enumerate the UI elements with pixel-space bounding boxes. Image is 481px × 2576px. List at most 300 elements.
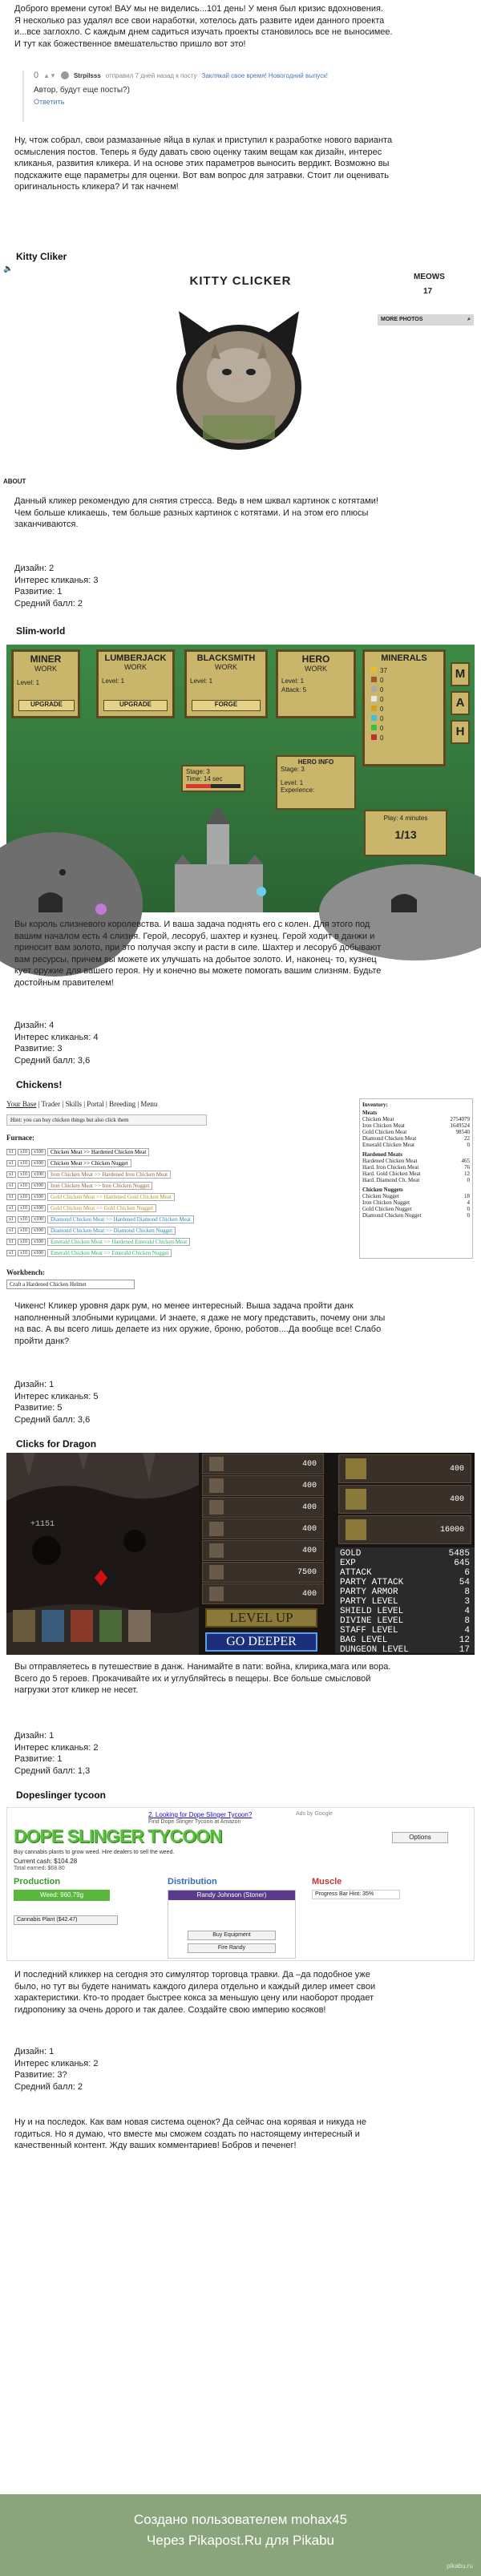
- stat-value: 17: [459, 1645, 470, 1655]
- card-name: LUMBERJACK: [104, 653, 167, 663]
- recipe-row: [6, 1180, 247, 1191]
- inventory-item-count: 1649524: [450, 1122, 470, 1129]
- item-icon: [346, 1489, 366, 1510]
- mineral-value: 0: [380, 734, 384, 742]
- hero-cost: 400: [301, 1524, 317, 1534]
- inventory-item-count: 0: [467, 1206, 470, 1212]
- mineral-list: [371, 666, 437, 743]
- desc-line: Чикенс! Кликер уровня дарк рум, но менее интересный. Выша задача пройти данк: [14, 1301, 354, 1311]
- recipe-label[interactable]: Emerald Chicken Meat >> Emerald Chicken Nugget: [47, 1249, 172, 1257]
- mineral-row: [371, 734, 437, 743]
- comment-post-link[interactable]: Заклякай свое время! Новогодний выпуск!: [201, 71, 328, 79]
- recipe-label[interactable]: Chicken Meat >> Hardened Chicken Meat: [47, 1148, 149, 1156]
- progress-hint: Progress Bar Hint: 35%: [312, 1890, 400, 1899]
- desc-line: на вас. А вы всего лишь делаете из них оружие, броню, роботов....Да вообще все! Слабо: [14, 1324, 382, 1335]
- craft-amount-button[interactable]: x10: [18, 1183, 30, 1189]
- craft-amount-button[interactable]: x10: [18, 1239, 30, 1245]
- stage-line: Stage: 3: [186, 768, 210, 775]
- game-scores: [0, 2046, 481, 2093]
- desc-line: гидропонику за очень дорого и так далее. Создайте свою империю косяков!: [14, 2004, 326, 2015]
- search-icon: ⌕: [467, 317, 471, 322]
- hardened-list: [362, 1158, 470, 1183]
- stat-label: DUNGEON LEVEL: [340, 1645, 409, 1655]
- work-button[interactable]: WORK: [215, 663, 237, 671]
- stat-row: [335, 1616, 475, 1626]
- intro2-line: Ну, чтож собрал, свои размазанные яйца в кулак и приступил к разработке нового варианта: [14, 135, 393, 145]
- meats-heading: Meats: [362, 1110, 378, 1116]
- hero-portrait-icon: [209, 1457, 224, 1471]
- inventory-item-count: 18: [464, 1193, 470, 1199]
- desc-line: нагрузки этот кликер не несет.: [14, 1685, 139, 1696]
- mineral-row: [371, 705, 437, 714]
- inventory-row: [362, 1116, 470, 1122]
- nav-your-base[interactable]: Your Base: [6, 1100, 37, 1108]
- inventory-row: [362, 1158, 470, 1164]
- meats-list: [362, 1116, 470, 1148]
- game-description: [0, 1969, 481, 2016]
- nuggets-heading: Chicken Nuggets: [362, 1187, 403, 1193]
- meows-label: MEOWS: [414, 273, 445, 281]
- score-line: Средний балл: 3,6: [14, 1414, 91, 1425]
- craft-amount-button[interactable]: x10: [18, 1171, 30, 1178]
- recipe-row: [6, 1203, 247, 1214]
- hero-hire-row[interactable]: [202, 1583, 324, 1604]
- minerals-title: MINERALS: [381, 653, 427, 663]
- nav-trader[interactable]: Trader: [41, 1100, 61, 1108]
- stat-value: 12: [459, 1636, 470, 1645]
- mineral-value: 0: [380, 715, 384, 722]
- recipe-label[interactable]: Emerald Chicken Meat >> Hardened Emerald Chicken Meat: [47, 1238, 190, 1246]
- inventory-item-name: Hard. Diamond Ch. Meat: [362, 1177, 420, 1183]
- options-button[interactable]: Options: [392, 1832, 448, 1843]
- worker-card: [11, 649, 80, 718]
- desc-line: характеристики. Кто-то продает быстрее кокса за меньшую цену или наоборот продает: [14, 1993, 374, 2004]
- stat-row: [335, 1597, 475, 1607]
- desc-line: кует оружие для вашего героя. Ну и конечно вы можете помогать вашим слизням. Будьте: [14, 966, 382, 977]
- mineral-icon: [371, 734, 377, 740]
- inventory-item-count: 12: [464, 1171, 470, 1177]
- inventory-item-count: 0: [467, 1177, 470, 1183]
- craft-amount-button[interactable]: x100: [31, 1183, 46, 1189]
- stat-value: 8: [464, 1616, 470, 1626]
- chickens-notice: Hint: you can buy chicken things but also click them: [6, 1114, 207, 1126]
- vote-icon[interactable]: ▲▼: [43, 71, 56, 79]
- score-line: Интерес кликанья: 2: [14, 1742, 99, 1753]
- desc-line: заканчиваются.: [14, 520, 79, 530]
- intro-line: Я несколько раз удалял все свои наработки, хотелось дать развите идеи данного проекта: [14, 15, 385, 26]
- game-title: Kitty Cliker: [16, 251, 67, 262]
- inventory-item-name: Diamond Chicken Meat: [362, 1135, 417, 1142]
- stat-row: [335, 1578, 475, 1587]
- footer-author: Создано пользователем mohax45: [133, 2512, 348, 2527]
- craft-amount-button[interactable]: x10: [18, 1227, 30, 1234]
- craft-amount-button[interactable]: x1: [6, 1250, 16, 1256]
- recipe-label[interactable]: Iron Chicken Meat >> Iron Chicken Nugget: [47, 1182, 152, 1190]
- watermark: pikabu.ru: [447, 2562, 473, 2570]
- inventory-item-name: Hard. Gold Chicken Meat: [362, 1171, 421, 1177]
- stat-label: PARTY ATTACK: [340, 1578, 404, 1587]
- nav-skills[interactable]: Skills: [65, 1100, 82, 1108]
- inventory-row: [362, 1122, 470, 1129]
- stat-value: 4: [464, 1607, 470, 1616]
- slim-world-scenery: [6, 792, 475, 912]
- craft-amount-button[interactable]: x100: [31, 1205, 46, 1211]
- intro2-line: оригинальность кликера? И так начнем!: [14, 182, 179, 192]
- inventory-row: [362, 1142, 470, 1148]
- desc-line: Вы король слизневого королевства. И ваша задача поднять его с колен. Для этого под: [14, 920, 370, 929]
- inventory-item-name: Chicken Meat: [362, 1116, 394, 1122]
- craft-amount-button[interactable]: x1: [6, 1205, 16, 1211]
- recipe-row: [6, 1146, 247, 1158]
- furnace-title: Furnace:: [6, 1134, 34, 1142]
- desc-line: Данный кликер рекомендую для снятия стресса. Ведь в нем шквал картинок с котятами!: [14, 496, 378, 506]
- ad-title[interactable]: 2. Looking for Dope Slinger Tycoon?: [148, 1811, 253, 1818]
- worker-card: [276, 649, 356, 718]
- desc-line: вам ресурсы, причем вы можете их улучшать на добытое золото. И, наконец- то, кузнец: [14, 954, 377, 964]
- game-scores: [0, 1020, 481, 1066]
- hero-portrait-icon: [209, 1543, 224, 1558]
- hero-portrait-icon: [209, 1587, 224, 1601]
- inventory-item-name: Chicken Nugget: [362, 1193, 399, 1199]
- inventory-item-name: Hardened Chicken Meat: [362, 1158, 418, 1164]
- recipe-label[interactable]: Iron Chicken Meat >> Hardened Iron Chicken Meat: [47, 1171, 171, 1179]
- craft-amount-button[interactable]: x1: [6, 1171, 16, 1178]
- mineral-icon: [371, 706, 377, 711]
- side-button-m[interactable]: M: [451, 662, 470, 686]
- stat-row: [335, 1568, 475, 1578]
- mineral-icon: [371, 696, 377, 702]
- card-name: BLACKSMITH: [196, 653, 256, 663]
- mineral-value: 0: [380, 686, 384, 694]
- go-deeper-button[interactable]: GO DEEPER: [205, 1632, 317, 1652]
- inventory-item-count: 98540: [455, 1129, 470, 1135]
- item-upgrade-row[interactable]: [338, 1515, 471, 1544]
- craft-amount-button[interactable]: x1: [6, 1149, 16, 1155]
- score-line: Развитие: 5: [14, 1403, 63, 1413]
- kitty-click-target[interactable]: [171, 295, 307, 455]
- footer-banner: [0, 2494, 481, 2576]
- hero-hire-row[interactable]: [202, 1497, 324, 1518]
- inventory-row: [362, 1135, 470, 1142]
- dealer-name: Randy Johnson (Stoner): [168, 1891, 295, 1900]
- craft-amount-button[interactable]: x100: [31, 1160, 46, 1167]
- mineral-row: [371, 714, 437, 724]
- craft-amount-button[interactable]: x100: [31, 1250, 46, 1256]
- nuggets-list: [362, 1193, 470, 1219]
- score-line: Средний балл: 2: [14, 2081, 83, 2092]
- score-line: Интерес кликанья: 5: [14, 1391, 99, 1401]
- hero-hire-row[interactable]: [202, 1475, 324, 1496]
- desc-line: приносит вам золото, при это получая экспу и расти в силе. Шахтер и лесоруб добывают: [14, 943, 382, 953]
- inventory-item-name: Gold Chicken Meat: [362, 1129, 407, 1135]
- desc-line: Вы отправляетесь в путешествие в данж. Нанимайте в пати: война, клирика,мага или вора.: [14, 1662, 391, 1672]
- craft-amount-button[interactable]: x10: [18, 1194, 30, 1200]
- inventory-row: [362, 1129, 470, 1135]
- craft-amount-button[interactable]: x1: [6, 1160, 16, 1167]
- score-line: Дизайн: 1: [14, 2047, 55, 2056]
- score-line: Развитие: 3?: [14, 2070, 67, 2081]
- click-value: +1151: [30, 1520, 55, 1529]
- play-time: Play: 4 minutes: [383, 815, 428, 822]
- inventory-item-name: Hard. Iron Chicken Meat: [362, 1164, 419, 1171]
- item-shop-list: [335, 1453, 475, 1546]
- mineral-icon: [371, 715, 377, 721]
- score-line: Развитие: 1: [14, 1754, 63, 1765]
- score-line: Развитие: 1: [14, 587, 63, 597]
- stat-label: EXP: [340, 1559, 356, 1568]
- game-scores: [0, 1379, 481, 1425]
- stat-label: STAFF LEVEL: [340, 1626, 398, 1636]
- game-title: Slim-world: [16, 625, 66, 637]
- item-upgrade-row[interactable]: [338, 1454, 471, 1483]
- craft-amount-button[interactable]: x1: [6, 1216, 16, 1223]
- comment-action: отправил 7 дней назад к посту: [105, 71, 197, 79]
- outro-line: качественный контент. Жду ваших комментариев! Бобров и печенег!: [14, 2141, 297, 2151]
- craft-amount-button[interactable]: x100: [31, 1149, 46, 1155]
- upgrade-button[interactable]: UPGRADE: [103, 700, 168, 711]
- intro-line: Доброго времени суток! ВАУ мы не виделись...101 день! У меня был кризис вдохновения.: [14, 4, 383, 14]
- nav-breeding[interactable]: Breeding: [109, 1100, 136, 1108]
- hero-hire-row[interactable]: [202, 1454, 324, 1474]
- buy-equipment-button[interactable]: Buy Equipment: [188, 1931, 276, 1940]
- work-button[interactable]: WORK: [305, 665, 327, 673]
- fire-dealer-button[interactable]: Fire Randy: [188, 1943, 276, 1953]
- minerals-panel: [362, 649, 446, 766]
- mineral-row: [371, 685, 437, 695]
- side-button-a[interactable]: A: [451, 691, 470, 715]
- inventory-item-count: 22: [464, 1135, 470, 1142]
- craft-amount-button[interactable]: x10: [18, 1216, 30, 1223]
- game-description: [0, 1300, 481, 1347]
- inventory-row: [362, 1212, 470, 1219]
- nav-portal[interactable]: Portal: [87, 1100, 104, 1108]
- hero-hire-row[interactable]: [202, 1540, 324, 1561]
- recipe-row: [6, 1236, 247, 1248]
- card-level: Level: 1: [281, 677, 305, 685]
- inventory-item-count: 2754079: [450, 1116, 470, 1122]
- cave-scene: [6, 1453, 199, 1655]
- comment-meta: [34, 71, 455, 80]
- more-photos-label: MORE PHOTOS: [381, 317, 423, 322]
- craft-amount-button[interactable]: x100: [31, 1171, 46, 1178]
- stat-label: GOLD: [340, 1549, 362, 1559]
- distribution-heading: Distribution: [168, 1877, 217, 1887]
- stage-time: Time: 14 sec: [186, 775, 223, 783]
- upgrade-button[interactable]: UPGRADE: [18, 700, 75, 711]
- game-description: [0, 495, 481, 531]
- work-button[interactable]: WORK: [124, 663, 147, 671]
- level-up-button[interactable]: LEVEL UP: [205, 1608, 317, 1628]
- inventory-item-name: Emerald Chicken Meat: [362, 1142, 414, 1148]
- mineral-value: 0: [380, 696, 384, 703]
- game-desc: Buy cannabis plants to grow weed. Hire dealers to sell the weed.: [14, 1850, 175, 1855]
- recipe-label[interactable]: Diamond Chicken Meat >> Hardened Diamond Chicken Meat: [47, 1215, 194, 1223]
- outro-line: Ну и на последок. Как вам новая система оценок? Да сейчас она корявая и никуда не: [14, 2117, 366, 2127]
- craft-amount-button[interactable]: x100: [31, 1239, 46, 1245]
- recipe-label[interactable]: Chicken Meat >> Chicken Nugget: [47, 1159, 131, 1167]
- game-description: [0, 919, 481, 989]
- worker-card: [184, 649, 268, 718]
- desc-line: достойным правителем!: [14, 977, 114, 988]
- score-line: Дизайн: 1: [14, 1731, 55, 1741]
- outro-text: [0, 2117, 481, 2152]
- stat-label: SHIELD LEVEL: [340, 1607, 404, 1616]
- inventory-item-name: Iron Chicken Meat: [362, 1122, 405, 1129]
- game-title: Dopeslinger tycoon: [16, 1789, 107, 1801]
- recipe-label[interactable]: Diamond Chicken Meat >> Diamond Chicken Nugget: [47, 1227, 176, 1235]
- craft-amount-button[interactable]: x100: [31, 1194, 46, 1200]
- party-stats-panel: [335, 1547, 475, 1653]
- footer-source: Через Pikapost.Ru для Pikabu: [147, 2533, 334, 2548]
- intro-line: и...все заглохло. С каждым днем садиться изучать проекты становилось все не выносимее.: [14, 27, 393, 38]
- craft-amount-button[interactable]: x1: [6, 1239, 16, 1245]
- hero-portrait-icon: [209, 1500, 224, 1514]
- mineral-row: [371, 695, 437, 705]
- kitty-clicker-screenshot: [3, 263, 475, 487]
- stat-value: 4: [464, 1626, 470, 1636]
- stat-value: 5485: [448, 1549, 470, 1559]
- hero-portrait-icon: [209, 1478, 224, 1493]
- clicks-for-dragon-screenshot: [6, 1453, 475, 1655]
- chickens-screenshot: [6, 1098, 475, 1291]
- forge-button[interactable]: FORGE: [192, 700, 261, 711]
- dealer-panel: [168, 1890, 296, 1959]
- muscle-heading: Muscle: [312, 1877, 342, 1887]
- card-level: Level: 1: [17, 679, 40, 686]
- recipe-label[interactable]: Gold Chicken Meat >> Hardened Gold Chicken Meat: [47, 1193, 175, 1201]
- hero-cost: 400: [301, 1459, 317, 1469]
- hero-hire-row[interactable]: [202, 1562, 324, 1583]
- card-level: Level: 1: [190, 677, 213, 685]
- mineral-icon: [371, 725, 377, 730]
- recipe-row: [6, 1191, 247, 1203]
- score-line: Средний балл: 2: [14, 598, 83, 609]
- recipe-row: [6, 1214, 247, 1225]
- hero-shop-list: [199, 1453, 327, 1605]
- avatar: [61, 71, 69, 79]
- desc-line: было, но тут вы будете нанимать каждого дилера отдельно и каждый дилер имеет свои: [14, 1981, 376, 1992]
- desc-line: Чем больше кликаешь, тем больше разных картинок с котятами. И на этом его плюсы: [14, 508, 369, 518]
- stat-row: [335, 1559, 475, 1568]
- inventory-item-name: Gold Chicken Nugget: [362, 1206, 412, 1212]
- reply-link[interactable]: Ответить: [34, 98, 65, 106]
- inventory-item-count: 76: [464, 1164, 470, 1171]
- recipe-row: [6, 1158, 247, 1169]
- mineral-row: [371, 724, 437, 734]
- hero-hire-row[interactable]: [202, 1519, 324, 1539]
- inventory-item-count: 4: [467, 1199, 470, 1206]
- item-cost: 400: [449, 1464, 464, 1474]
- comment-score: 0: [34, 71, 39, 80]
- ad-label: Ads by Google: [296, 1811, 333, 1817]
- item-icon: [346, 1519, 366, 1540]
- mineral-row: [371, 676, 437, 685]
- hero-stage: Stage: 3: [281, 766, 305, 773]
- comment-user[interactable]: Strpilsss: [73, 71, 101, 79]
- craft-amount-button[interactable]: x1: [6, 1194, 16, 1200]
- stat-label: ATTACK: [340, 1568, 372, 1578]
- stat-value: 6: [464, 1568, 470, 1578]
- inventory-row: [362, 1177, 470, 1183]
- stat-row: [335, 1626, 475, 1636]
- quoted-comment: [22, 71, 455, 122]
- game-title: Clicks for Dragon: [16, 1438, 97, 1450]
- buy-cannabis-button[interactable]: Cannabis Plant ($42.47): [14, 1915, 118, 1925]
- inventory-item-count: 465: [461, 1158, 470, 1164]
- recipe-label[interactable]: Gold Chicken Meat >> Gold Chicken Nugget: [47, 1204, 156, 1212]
- intro2-line: кликанья, развития кликера. И на основе этих параметров выносить вердикт. Возможно вы: [14, 159, 390, 169]
- inventory-item-count: 0: [467, 1142, 470, 1148]
- speaker-icon: 🔈: [3, 265, 14, 273]
- stat-row: [335, 1549, 475, 1559]
- side-button-h[interactable]: H: [451, 720, 470, 744]
- stats-list: [335, 1549, 475, 1655]
- slim-world-screenshot: [6, 645, 475, 912]
- worker-card: [96, 649, 175, 718]
- inventory-item-name: Diamond Chicken Nugget: [362, 1212, 422, 1219]
- mineral-icon: [371, 686, 377, 692]
- production-heading: Production: [14, 1877, 61, 1887]
- intro2-text: [0, 135, 481, 193]
- stage-progress: [186, 784, 240, 788]
- inventory-row: [362, 1164, 470, 1171]
- card-name: HERO: [301, 653, 330, 665]
- nav-menu[interactable]: Menu: [140, 1100, 158, 1108]
- inventory-row: [362, 1193, 470, 1199]
- hero-portrait-icon: [209, 1522, 224, 1536]
- score-line: Дизайн: 2: [14, 564, 55, 573]
- craft-amount-button[interactable]: x10: [18, 1160, 30, 1167]
- game-title: Chickens!: [16, 1079, 63, 1090]
- inventory-panel: [359, 1098, 473, 1259]
- hero-portrait-icon: [209, 1565, 224, 1579]
- desc-line: вашим началом есть 4 слизня. Герой, лесоруб, шахтер и кузнец. Герой ходит в данжи и: [14, 931, 375, 941]
- item-cost: 400: [449, 1494, 464, 1504]
- inventory-item-count: 0: [467, 1212, 470, 1219]
- craft-amount-button[interactable]: x10: [18, 1149, 30, 1155]
- score-line: Интерес кликанья: 3: [14, 575, 99, 585]
- inventory-row: [362, 1171, 470, 1177]
- stat-value: 3: [464, 1597, 470, 1607]
- work-button[interactable]: WORK: [34, 665, 57, 673]
- hero-info-title: HERO INFO: [297, 758, 334, 766]
- hero-cost: 400: [301, 1546, 317, 1555]
- intro-text: [0, 3, 481, 50]
- stat-label: BAG LEVEL: [340, 1636, 388, 1645]
- stat-label: PARTY ARMOR: [340, 1587, 398, 1597]
- craft-amount-button[interactable]: x100: [31, 1227, 46, 1234]
- more-photos-bar[interactable]: [378, 314, 474, 326]
- craft-amount-button[interactable]: x1: [6, 1227, 16, 1234]
- craft-amount-button[interactable]: x10: [18, 1250, 30, 1256]
- workbench-button[interactable]: Craft a Hardened Chicken Helmet: [6, 1280, 135, 1289]
- craft-amount-button[interactable]: x10: [18, 1205, 30, 1211]
- stat-label: DIVINE LEVEL: [340, 1616, 404, 1626]
- desc-line: пройти данк?: [14, 1336, 70, 1346]
- craft-amount-button[interactable]: x1: [6, 1183, 16, 1189]
- hero-cost: 400: [301, 1502, 317, 1512]
- game-description: [0, 1661, 481, 1696]
- desc-line: И последний кликкер на сегодня это симулятор торговца травки. Да –да подобное уже: [14, 1970, 370, 1980]
- score-line: Интерес кликанья: 2: [14, 2058, 99, 2068]
- score-line: Развитие: 3: [14, 1044, 63, 1054]
- dopeslinger-screenshot: [6, 1807, 475, 1961]
- craft-amount-button[interactable]: x100: [31, 1216, 46, 1223]
- item-upgrade-row[interactable]: [338, 1485, 471, 1514]
- hero-cost: 400: [301, 1481, 317, 1490]
- intro2-line: подскажите еще параметры для оценки. Вот вам вопрос для затравки. Стоит ли оценивать: [14, 170, 390, 180]
- stat-label: PARTY LEVEL: [340, 1597, 398, 1607]
